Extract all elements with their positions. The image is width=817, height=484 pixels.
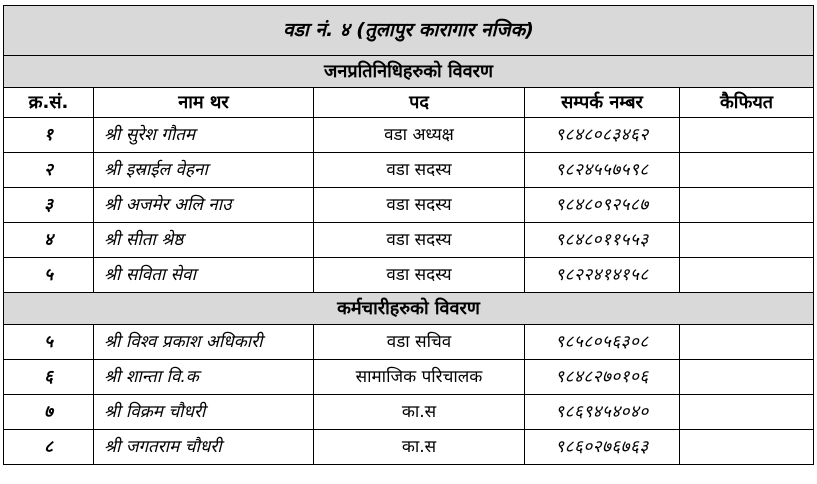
- post: वडा सचिव: [314, 325, 525, 360]
- post: वडा सदस्य: [314, 188, 525, 223]
- table-row: [4, 153, 814, 188]
- remark: [680, 360, 814, 395]
- table-row: [4, 325, 814, 360]
- person-name: श्री सुरेश गौतम: [94, 118, 314, 153]
- remark: [680, 325, 814, 360]
- phone-number: ९८२४५५७५९८: [525, 153, 680, 188]
- post: वडा सदस्य: [314, 223, 525, 258]
- remark: [680, 430, 814, 465]
- column-header-name: नाम थर: [94, 88, 314, 118]
- serial-number: ५: [4, 325, 94, 360]
- phone-number: ९८६९४५४०४०: [525, 395, 680, 430]
- table-row: [4, 118, 814, 153]
- column-header-row: [4, 88, 814, 118]
- table-row: [4, 360, 814, 395]
- remark: [680, 258, 814, 293]
- phone-number: ९८६०२७६७६३: [525, 430, 680, 465]
- serial-number: १: [4, 118, 94, 153]
- title-row: [4, 6, 814, 56]
- staff-heading-row: [4, 293, 814, 325]
- ward-contact-table: [3, 5, 814, 465]
- serial-number: ३: [4, 188, 94, 223]
- representatives-heading-row: [4, 56, 814, 88]
- remark: [680, 153, 814, 188]
- remark: [680, 223, 814, 258]
- staff-heading: कर्मचारीहरुको विवरण: [4, 293, 814, 325]
- table-row: [4, 430, 814, 465]
- serial-number: ६: [4, 360, 94, 395]
- column-header-remark: कैफियत: [680, 88, 814, 118]
- person-name: श्री सीता श्रेष्ठ: [94, 223, 314, 258]
- person-name: श्री विश्व प्रकाश अधिकारी: [94, 325, 314, 360]
- person-name: श्री इस्राईल वेहना: [94, 153, 314, 188]
- post: वडा सदस्य: [314, 258, 525, 293]
- table-row: [4, 188, 814, 223]
- person-name: श्री विक्रम चौधरी: [94, 395, 314, 430]
- post: वडा सदस्य: [314, 153, 525, 188]
- post: का.स: [314, 430, 525, 465]
- remark: [680, 188, 814, 223]
- table-row: [4, 223, 814, 258]
- table-row: [4, 395, 814, 430]
- phone-number: ९८२२४१४१५८: [525, 258, 680, 293]
- serial-number: २: [4, 153, 94, 188]
- column-header-phone: सम्पर्क नम्बर: [525, 88, 680, 118]
- person-name: श्री शान्ता वि.क: [94, 360, 314, 395]
- remark: [680, 118, 814, 153]
- serial-number: ८: [4, 430, 94, 465]
- person-name: श्री अजमेर अलि नाउ: [94, 188, 314, 223]
- post: का.स: [314, 395, 525, 430]
- column-header-post: पद: [314, 88, 525, 118]
- phone-number: ९८४८२७०१०६: [525, 360, 680, 395]
- representatives-heading: जनप्रतिनिधिहरुको विवरण: [4, 56, 814, 88]
- table-title: वडा नं. ४ (तुलापुर कारागार नजिक): [4, 6, 814, 56]
- person-name: श्री जगतराम चौधरी: [94, 430, 314, 465]
- serial-number: ७: [4, 395, 94, 430]
- person-name: श्री सविता सेवा: [94, 258, 314, 293]
- serial-number: ४: [4, 223, 94, 258]
- phone-number: ९८४८०११५५३: [525, 223, 680, 258]
- post: सामाजिक परिचालक: [314, 360, 525, 395]
- remark: [680, 395, 814, 430]
- column-header-sn: क्र.सं.: [4, 88, 94, 118]
- phone-number: ९८५८०५६३०८: [525, 325, 680, 360]
- phone-number: ९८४८०८३४६२: [525, 118, 680, 153]
- post: वडा अध्यक्ष: [314, 118, 525, 153]
- serial-number: ५: [4, 258, 94, 293]
- table-row: [4, 258, 814, 293]
- phone-number: ९८४८०९२५८७: [525, 188, 680, 223]
